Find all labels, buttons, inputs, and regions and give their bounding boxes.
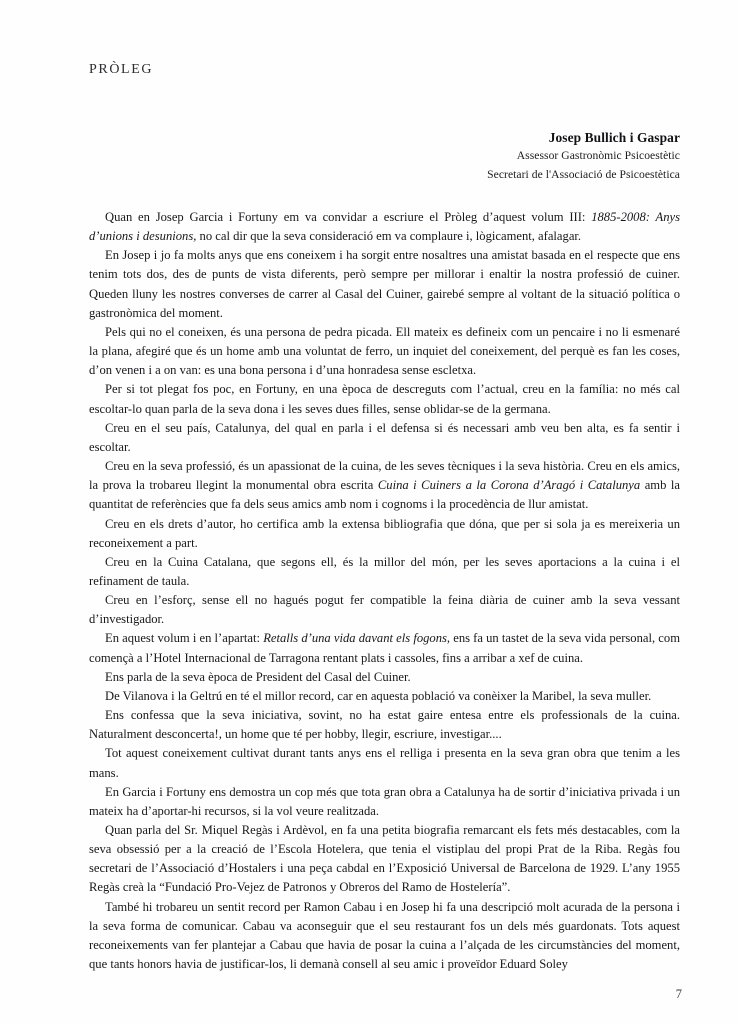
byline-role-secondary: Secretari de l'Associació de Psicoestètica <box>487 167 680 181</box>
body-text-block <box>89 208 680 974</box>
byline-block <box>260 128 680 184</box>
italic-title: Cuina i Cuiners a la Corona d’Aragó i Catalunya <box>377 478 641 493</box>
page-title: pròleg <box>89 56 154 78</box>
body-paragraph: Creu en els drets d’autor, ho certifica amb la extensa bibliografia que dóna, que per si sola ja es mereixeria un reconeixement a part. <box>89 516 680 550</box>
body-paragraph: Ens confessa que la seva iniciativa, sovint, no ha estat gaire entesa entre els professionals de la cuina. Naturalment desconcerta!, un home que té per hobby, llegir, escriure, investigar.... <box>89 708 680 742</box>
body-paragraph: Quan parla del Sr. Miquel Regàs i Ardèvol, en fa una petita biografia remarcant els fets més destacables, com la seva obsessió per a la creació de l’Escola Hotelera, que tenia el vistiplau del propi Prat de la Riba. Regàs fou secretari de l’Associació d’Hostalers i una peça cabdal en l’Exposició Universal de Barcelona de 1929. L’any 1955 Regàs creà la “Fundació Pro-Vejez de Patronos y Obreros del Ramo de Hostelería”. <box>89 823 680 895</box>
body-paragraph: Pels qui no el coneixen, és una persona de pedra picada. Ell mateix es defineix com un pencaire i no li esmenaré la plana, afegiré que és un home amb una voluntat de ferro, un inquiet del coneixement, del perquè es fan les coses, d’on venen i a on van: es una bona persona i d’una honradesa sense escletxa. <box>89 324 680 378</box>
body-paragraph: Ens parla de la seva època de President del Casal del Cuiner. <box>105 669 411 684</box>
body-paragraph: En Josep i jo fa molts anys que ens coneixem i ha sorgit entre nosaltres una amistat basada en el respecte que ens tenim tots dos, des de punts de vista diferents, però sempre per millorar i enaltir la nostra professió de cuiner. Queden lluny les nostres converses de carrer al Casal del Cuiner, gairebé sempre al voltant de la situació política o gastronòmica del moment. <box>89 248 680 320</box>
page-number: 7 <box>675 987 682 1001</box>
body-paragraph: En Garcia i Fortuny ens demostra un cop més que tota gran obra a Catalunya ha de sortir d’iniciativa privada i un mateix ha d’aportar-hi recursos, si la vol veure realitzada. <box>89 784 680 818</box>
body-paragraph: De Vilanova i la Geltrú en té el millor record, car en aquesta població va conèixer la Maribel, la seva muller. <box>105 688 652 703</box>
body-paragraph: Creu en el seu país, Catalunya, del qual en parla i el defensa si és necessari amb veu ben alta, es fa sentir i escoltar. <box>89 420 680 454</box>
body-paragraph: Tot aquest coneixement cultivat durant tants anys ens el relliga i presenta en la seva gran obra que tenim a les mans. <box>89 746 680 780</box>
byline-role-primary: Assessor Gastronòmic Psicoestètic <box>516 149 680 162</box>
body-paragraph: Quan en Josep Garcia i Fortuny em va convidar a escriure el Pròleg d’aquest volum III: 1885-2008: Anys d’unions i desunions, no cal dir que la seva consideració em va complaure i, lògicament, afalagar. <box>89 210 680 244</box>
italic-title: 1885-2008: Anys d’unions i desunions, <box>89 210 680 244</box>
body-paragraph: En aquest volum i en l’apartat: Retalls d’una vida davant els fogons, ens fa un tastet de la seva vida personal, com començà a l’Hotel Internacional de Tarragona rentant plats i cassoles, fins a arribar a xef de cuina. <box>89 631 680 665</box>
body-paragraph: Creu en la seva professió, és un apassionat de la cuina, de les seves tècniques i la seva història. Creu en els amics, la prova la trobareu llegint la monumental obra escrita Cuina i Cuiners a la Corona d’Aragó i Catalunya amb la quantitat de referències que fa dels seus amics amb nom i cognoms i la procedència de llur amistat. <box>89 459 680 512</box>
body-paragraph: Creu en la Cuina Catalana, que segons ell, és la millor del món, per les seves aportacions a la cuina i el refinament de taula. <box>89 554 680 588</box>
body-paragraph: Creu en l’esforç, sense ell no hagués pogut fer compatible la feina diària de cuiner amb la seva vessant d’investigador. <box>89 593 680 627</box>
italic-title: Retalls d’una vida davant els fogons, <box>263 631 451 646</box>
byline-author-name: Josep Bullich i Gaspar <box>548 130 680 145</box>
body-paragraph: També hi trobareu un sentit record per Ramon Cabau i en Josep hi fa una descripció molt acurada de la persona i la seva forma de comunicar. Cabau va aconseguir que el seu restaurant fos un dels més guardonats. Tots aquest reconeixements van fer plantejar a Cabau que havia de posar la cuina a l’alçada de les circumstàncies del moment, que tants honors havia de justificar-los, li demanà consell al seu amic i proveïdor Eduard Soley <box>89 899 680 972</box>
body-paragraph: Per si tot plegat fos poc, en Fortuny, en una època de descreguts com l’actual, creu en la família: no més cal escoltar-lo quan parla de la seva dona i les seves dues filles, sense oblidar-se de la germana. <box>89 382 680 416</box>
